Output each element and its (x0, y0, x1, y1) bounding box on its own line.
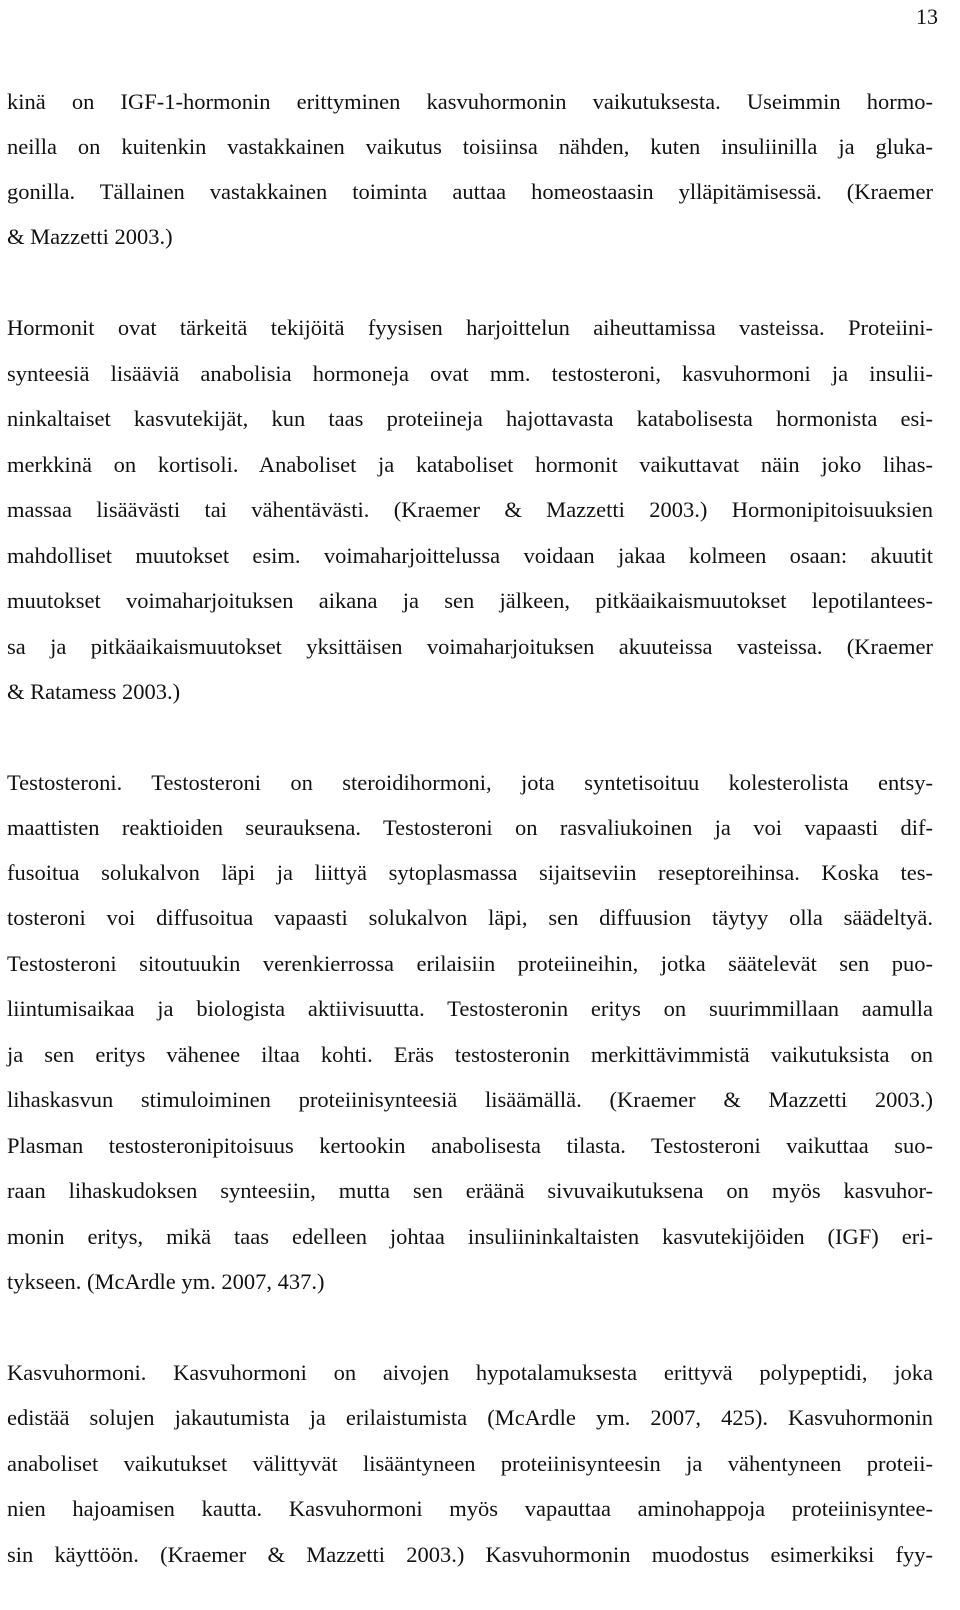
text-line: merkkinä on kortisoli. Anaboliset ja kataboliset hormonit vaikuttavat näin joko lihas- (7, 452, 933, 477)
text-line: liintumisaikaa ja biologista aktiivisuutta. Testosteronin eritys on suurimmillaan aamulla (7, 996, 933, 1021)
text-line: massaa lisäävästi tai vähentävästi. (Kraemer & Mazzetti 2003.) Hormonipitoisuuksien (7, 497, 933, 522)
text-line: mahdolliset muutokset esim. voimaharjoittelussa voidaan jakaa kolmeen osaan: akuutit (7, 543, 933, 568)
text-line: ja sen eritys vähenee iltaa kohti. Eräs testosteronin merkittävimmistä vaikutuksista on (7, 1042, 933, 1067)
text-line: sin käyttöön. (Kraemer & Mazzetti 2003.) Kasvuhormonin muodostus esimerkiksi fyy- (7, 1542, 933, 1567)
text-line: maattisten reaktioiden seurauksena. Testosteroni on rasvaliukoinen ja voi vapaasti dif- (7, 815, 933, 840)
page-number: 13 (916, 4, 938, 29)
text-line: nien hajoamisen kautta. Kasvuhormoni myös vapauttaa aminohappoja proteiinisyntee- (7, 1496, 933, 1521)
text-line: synteesiä lisääviä anabolisia hormoneja ovat mm. testosteroni, kasvuhormoni ja insulii- (7, 361, 933, 386)
text-line: Hormonit ovat tärkeitä tekijöitä fyysisen harjoittelun aiheuttamissa vasteissa. Proteiini- (7, 315, 933, 340)
text-line: & Ratamess 2003.) (7, 679, 181, 704)
text-line: muutokset voimaharjoituksen aikana ja sen jälkeen, pitkäaikaismuutokset lepotilantees- (7, 588, 933, 613)
text-line: tykseen. (McArdle ym. 2007, 437.) (7, 1269, 325, 1294)
text-line: & Mazzetti 2003.) (7, 224, 173, 249)
text-line: anaboliset vaikutukset välittyvät lisääntyneen proteiinisynteesin ja vähentyneen proteii- (7, 1451, 933, 1476)
text-line: monin eritys, mikä taas edelleen johtaa insuliininkaltaisten kasvutekijöiden (IGF) eri- (7, 1224, 933, 1249)
text-line: Testosteroni. Testosteroni on steroidihormoni, jota syntetisoituu kolesterolista entsy- (7, 770, 933, 795)
text-line: fusoitua solukalvon läpi ja liittyä sytoplasmassa sijaitseviin reseptoreihinsa. Koska tes- (7, 860, 933, 885)
text-line: edistää solujen jakautumista ja erilaistumista (McArdle ym. 2007, 425). Kasvuhormonin (7, 1405, 933, 1430)
text-line: raan lihaskudoksen synteesiin, mutta sen eräänä sivuvaikutuksena on myös kasvuhor- (7, 1178, 933, 1203)
text-line: tosteroni voi diffusoitua vapaasti solukalvon läpi, sen diffuusion täytyy olla säädeltyä. (7, 905, 933, 930)
text-line: Testosteroni sitoutuukin verenkierrossa erilaisiin proteiineihin, jotka säätelevät sen puo- (7, 951, 933, 976)
text-line: neilla on kuitenkin vastakkainen vaikutus toisiinsa nähden, kuten insuliinilla ja gluka- (7, 134, 933, 159)
text-line: Plasman testosteronipitoisuus kertookin anabolisesta tilasta. Testosteroni vaikuttaa suo- (7, 1133, 933, 1158)
text-line: ninkaltaiset kasvutekijät, kun taas proteiineja hajottavasta katabolisesta hormonista esi- (7, 406, 933, 431)
text-line: Kasvuhormoni. Kasvuhormoni on aivojen hypotalamuksesta erittyvä polypeptidi, joka (7, 1360, 933, 1385)
text-line: gonilla. Tällainen vastakkainen toiminta auttaa homeostaasin ylläpitämisessä. (Kraemer (7, 179, 933, 204)
text-line: lihaskasvun stimuloiminen proteiinisynteesiä lisäämällä. (Kraemer & Mazzetti 2003.) (7, 1087, 933, 1112)
text-line: kinä on IGF-1-hormonin erittyminen kasvuhormonin vaikutuksesta. Useimmin hormo- (7, 89, 933, 114)
text-line: sa ja pitkäaikaismuutokset yksittäisen voimaharjoituksen akuuteissa vasteissa. (Kraemer (7, 634, 933, 659)
